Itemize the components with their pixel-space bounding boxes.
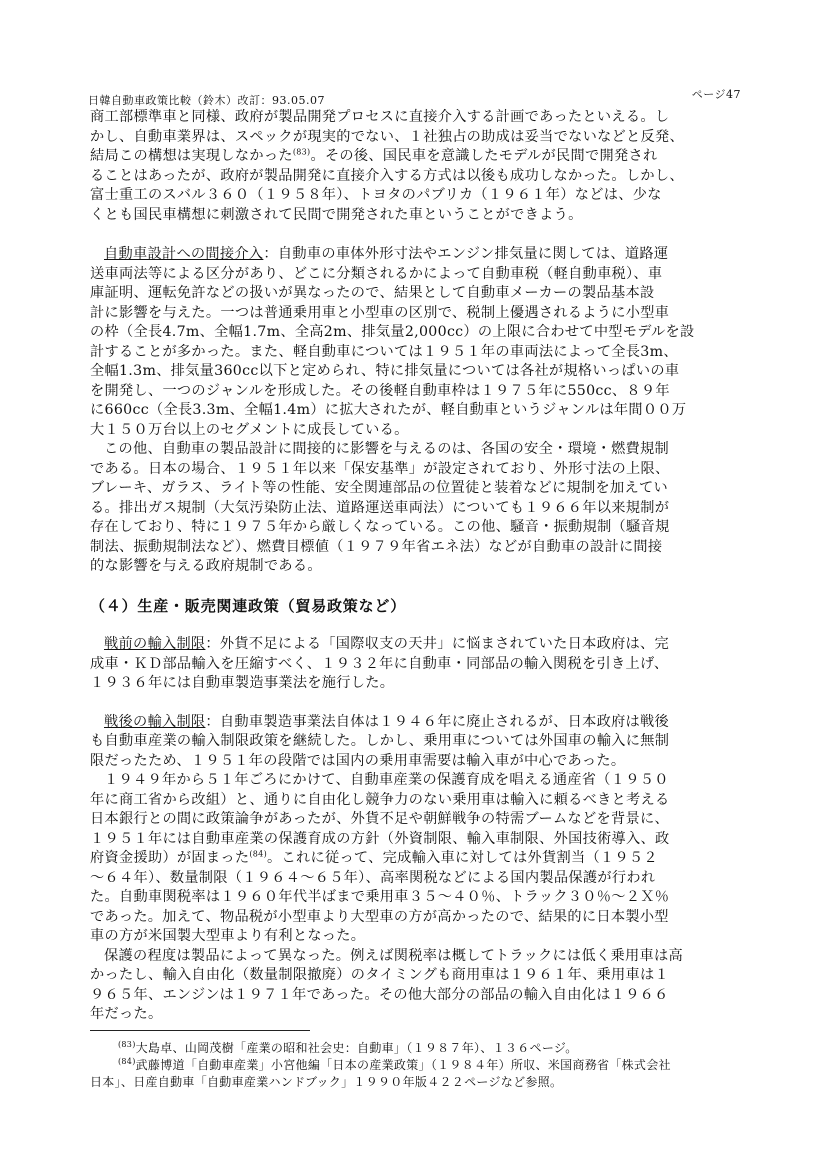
- text-line: の枠（全長4.7m、全幅1.7m、全高2m、排気量2,000cc）の上限に合わせて中型モデルを設: [90, 324, 695, 340]
- subheading-postwar-import: 戦後の輸入制限: [104, 713, 206, 730]
- text-line: かったし、輸入自由化（数量制限撤廃）のタイミングも商用車は１９６１年、乗用車は１: [90, 967, 669, 983]
- paragraph-regulations: [90, 440, 750, 577]
- text-line: ９６５年、エンジンは１９７１年であった。その他大部分の部品の輸入自由化は１９６６: [90, 986, 669, 1003]
- text-line: かし、自動車業界は、スペックが現実的でない、１社独占の助成は妥当でないなどと反発、: [90, 128, 684, 145]
- text-line: も自動車産業の輸入制限政策を継続した。しかし、乗用車については外国車の輸入に無制: [90, 733, 670, 749]
- text-line: 戦前の輸入制限：外貨不足による「国際収支の天井」に悩まされていた日本政府は、完: [104, 636, 670, 652]
- subheading-prewar-import: 戦前の輸入制限: [104, 636, 206, 652]
- footnote-ref-83: (83): [292, 147, 311, 157]
- text-line: 富士重工のスバル３６０（１９５８年）、トヨタのパブリカ（１９６１年）などは、少な: [90, 187, 662, 203]
- text-line: １９３６年には自動車製造事業法を施行した。: [90, 675, 395, 691]
- text-line: である。日本の場合、１９５１年以来「保安基準」が設定されており、外形寸法の上限、: [90, 460, 670, 477]
- text-line: 結局この構想は実現しなかった$^{(83)}$。その後、国民車を意識したモデルが民間で開発され: [90, 147, 658, 164]
- text-line: この他、自動車の製品設計に間接的に影響を与えるのは、各国の安全・環境・燃費規制: [104, 441, 670, 457]
- text-line: 全幅1.3m、排気量360cc以下と定められ、特に排気量については各社が規格いっぱいの車: [90, 363, 680, 379]
- paragraph-prewar-import: [90, 635, 750, 694]
- text-line: 庫証明、運転免許などの扱いが異なったので、結果として自動車メーカーの製品基本設: [90, 285, 655, 301]
- text-line: た。自動車関税率は１９６０年代半ばまで乗用車３５～４０％、トラック３０％～２Ｘ％: [90, 889, 670, 905]
- paragraph-national-car: [90, 108, 750, 225]
- text-line: 車の方が米国製大型車より有利となった。: [90, 928, 366, 944]
- text-line: 存在しており、特に１９７５年から厳しくなっている。この他、騒音・振動規制（騒音規: [90, 519, 670, 535]
- text-line: 戦後の輸入制限：自動車製造事業法自体は１９４６年に廃止されるが、日本政府は戦後: [104, 713, 670, 730]
- text-line: 保護の程度は製品によって異なった。例えば関税率は概してトラックには低く乗用車は高: [104, 947, 683, 964]
- text-line: 制法、振動規制法など）、燃費目標値（１９７９年省エネ法）などが自動車の設計に間接: [90, 538, 663, 555]
- text-line: 日本銀行との間に政策論争があったが、外貨不足や朝鮮戦争の特需ブームなどを背景に、: [90, 811, 669, 827]
- text-line: 計することが多かった。また、軽自動車については１９５１年の車両法によって全長3m、: [90, 343, 678, 360]
- text-line: くとも国民車構想に刺激されて民間で開発された車ということができよう。: [90, 206, 583, 223]
- text-line: １９５１年には自動車産業の保護育成の方針（外資制限、輸入車制限、外国技術導入、政: [90, 830, 670, 847]
- text-line: 年に商工省から改組）と、通りに自由化し競争力のない乗用車は輸入に頼るべきと考える: [90, 791, 670, 808]
- text-line: 商工部標準車と同様、政府が製品開発プロセスに直接介入する計画であったといえる。し: [90, 109, 670, 125]
- footnote-84: $^{(84)}$武藤博道「自動車産業」小宮他編「日本の産業政策」（１９８４年）所収、米国商務省「株式会社: [118, 1057, 671, 1072]
- text-line: に660cc（全長3.3m、全幅1.4m）に拡大されたが、軽自動車というジャンルは年間００万: [90, 402, 687, 418]
- footnote-84-cont: 日本」、日産自動車「自動車産業ハンドブック」１９９０年版４２２ページなど参照。: [90, 1075, 563, 1089]
- header-title: 日韓自動車政策比較（鈴木）改訂：93.05.07: [88, 94, 325, 107]
- footnote-ref-84: (84): [249, 849, 267, 859]
- text-line: ブレーキ、ガラス、ライト等の性能、安全関連部品の位置徒と装着などに規制を加えてい: [90, 480, 668, 496]
- text-line: ることはあったが、政府が製品開発に直接介入する方式は以後も成功しなかった。しかし、: [90, 167, 684, 184]
- main-text: [90, 108, 750, 1025]
- paragraph-protection-degree: [90, 947, 750, 1025]
- text-line: を開発し、一つのジャンルを形成した。その後軽自動車枠は１９７５年に550cc、８９年: [90, 382, 670, 399]
- text-line: 的な影響を与える政府規制である。: [90, 558, 322, 574]
- paragraph-design-intervention: [90, 245, 750, 440]
- footnotes: [90, 1040, 750, 1091]
- text-line: １９４９年から５１年ごろにかけて、自動車産業の保護育成を唱える通産省（１９５０: [104, 772, 669, 788]
- text-line: 大１５０万台以上のセグメントに成長している。: [90, 421, 409, 438]
- text-line: ～６４年）、数量制限（１９６４～６５年）、高率関税などによる国内製品保護が行われ: [90, 869, 656, 886]
- page-number: ページ47: [691, 88, 741, 101]
- text-line: 成車・ＫＤ部品輸入を圧縮すべく、１９３２年に自動車・同部品の輸入関税を引き上げ、: [90, 655, 669, 672]
- text-line: 年だった。: [90, 1006, 163, 1022]
- text-line: 送車両法等による区分があり、どこに分類されるかによって自動車税（軽自動車税）、車: [90, 265, 663, 282]
- text-line: る。排出ガス規制（大気汚染防止法、道路運送車両法）についても１９６６年以来規制が: [90, 499, 670, 516]
- footnote-divider: [90, 1030, 310, 1031]
- text-line: 計に影響を与えた。一つは普通乗用車と小型車の区別で、税制上優遇されるように小型車: [90, 304, 670, 321]
- text-line: 限だったため、１９５１年の段階では国内の乗用車需要は輸入車が中心であった。: [90, 752, 626, 769]
- section-heading-4: （４）生産・販売関連政策（貿易政策など）: [90, 596, 407, 615]
- paragraph-postwar-import: [90, 713, 750, 772]
- text-line: 府資金援助）が固まった$^{(84)}$。これに従って、完成輸入車に対しては外貨割当（１９５２: [90, 849, 658, 866]
- footnote-83: $^{(83)}$大島卓、山岡茂樹「産業の昭和社会史：自動車」（１９８７年）、１３６ページ。: [118, 1040, 578, 1055]
- text-line: 自動車設計への間接介入：自動車の車体外形寸法やエンジン排気量に関しては、道路運: [104, 246, 669, 262]
- subheading-design-intervention: 自動車設計への間接介入: [104, 246, 264, 262]
- paragraph-protection-policy: [90, 771, 750, 947]
- text-line: であった。加えて、物品税が小型車より大型車の方が高かったので、結果的に日本製小型: [90, 908, 669, 925]
- page-header: [88, 88, 741, 108]
